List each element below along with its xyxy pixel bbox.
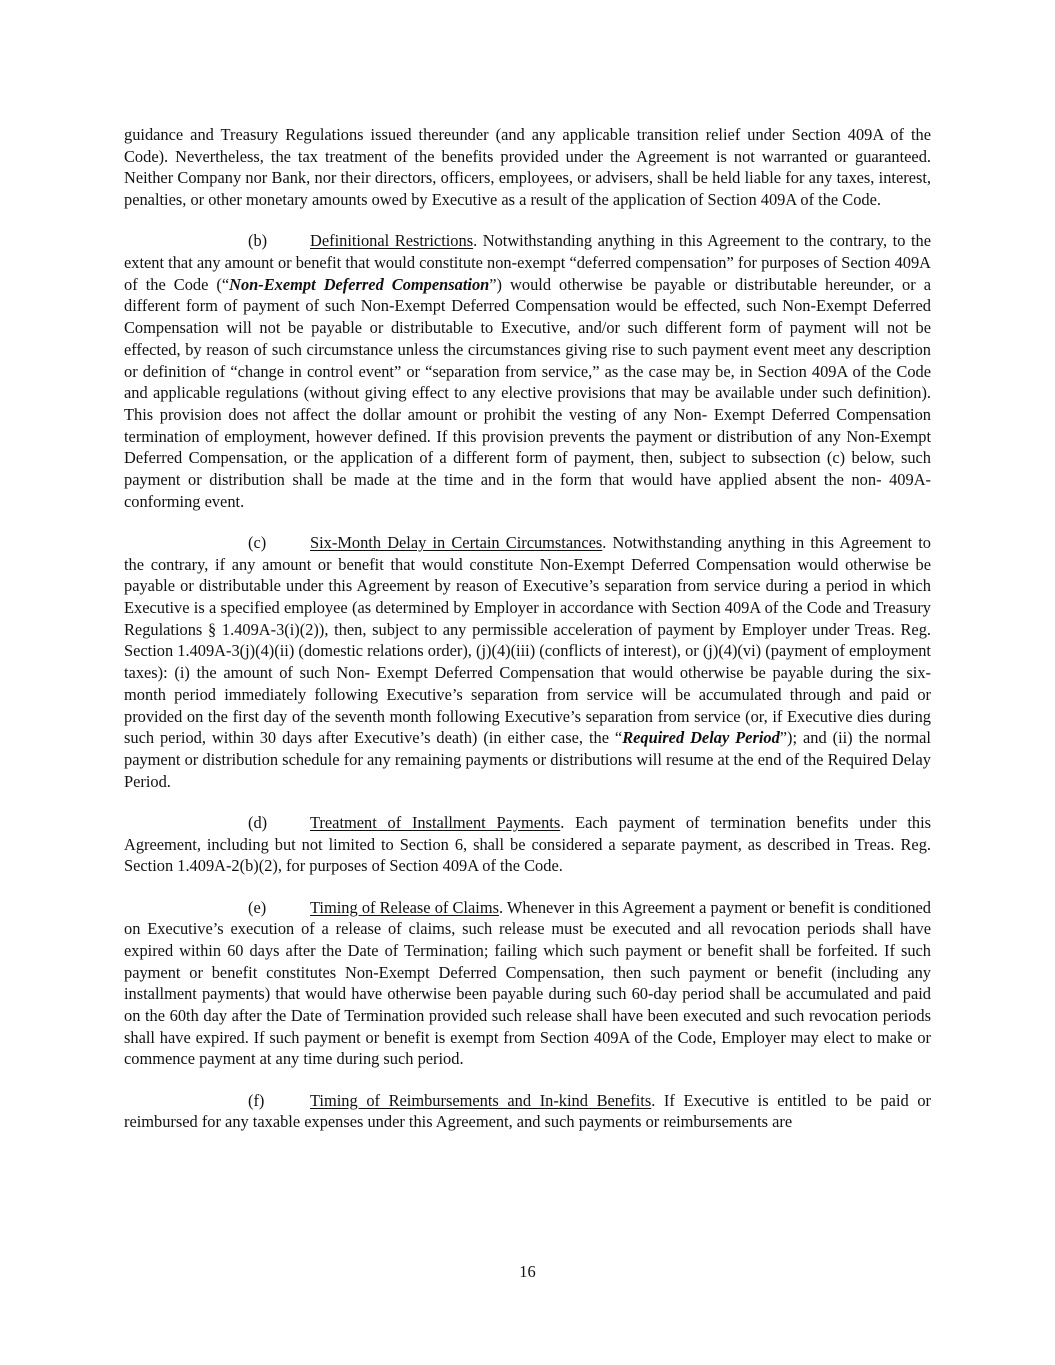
section-heading: Six-Month Delay in Certain Circumstances: [310, 532, 603, 552]
paragraph-text: . If Executive is entitled to be paid or reimbursed for any taxable expenses under this Agreement, and such payments or reimbursements are: [124, 1090, 931, 1132]
paragraph-text: . Whenever in this Agreement a payment or benefit is conditioned on Executive’s execution of a release of claims, such release must be executed and all revocation periods shall have expired within 60 days after the Date of Termination; failing which such payment or benefit shall be forfeited. If such payment or benefit constitutes Non-Exempt Deferred Compensation, then such payment or benefit (including any installment payments) that would have otherwise been payable during such 60-day period shall be accumulated and paid on the 60th day after the Date of Termination provided such release shall have been executed and such revocation periods shall have expired. If such payment or benefit is exempt from Section 409A of the Code, Employer may elect to make or commence payment at any time during such period.: [124, 897, 931, 1069]
paragraph-b-definitional-restrictions: [124, 230, 931, 512]
paragraph-e-release-of-claims: [124, 897, 931, 1071]
paragraph-text: guidance and Treasury Regulations issued thereunder (and any applicable transition relief under Section 409A of the Code). Nevertheless, the tax treatment of the benefits provided under the Agreement is not warranted or guaranteed. Neither Company nor Bank, nor their directors, officers, employees, or advisers, shall be held liable for any taxes, interest, penalties, or other monetary amounts owed by Executive as a result of the application of Section 409A of the Code.: [124, 125, 931, 210]
paragraph-d-installment-payments: [124, 812, 931, 877]
paragraph-text: . Notwithstanding anything in this Agreement to the contrary, to the extent that any amount or benefit that would constitute non-exempt “deferred compensation” for purposes of Section 409A of the Code (“: [124, 231, 931, 294]
paragraph-text: ”); and (ii) the normal payment or distribution schedule for any remaining payments or distributions will resume at the end of the Required Delay Period.: [124, 728, 931, 791]
paragraph-text: . Each payment of termination benefits under this Agreement, including but not limited to Section 6, shall be considered a separate payment, as described in Treas. Reg. Section 1.409A-2(b)(2), for purposes of Section 409A of the Code.: [124, 812, 931, 876]
defined-term: Non-Exempt Deferred Compensation: [229, 274, 490, 294]
section-heading: Definitional Restrictions: [310, 231, 474, 251]
paragraph-text: . Notwithstanding anything in this Agreement to the contrary, if any amount or benefit that would constitute Non-Exempt Deferred Compensation would otherwise be payable or distributable under this Agreement by reason of Executive’s separation from service during a period in which Executive is a specified employee (as determined by Employer in accordance with Section 409A of the Code and Treasury Regulations § 1.409A-3(i)(2)), then, subject to any permissible acceleration of payment by Employer under Treas. Reg. Section 1.409A-3(j)(4)(ii) (domestic relations order), (j)(4)(iii) (conflicts of interest), or (j)(4)(vi) (payment of employment taxes): (i) the amount of such Non- Exempt Deferred Compensation that would otherwise be payable during the six- month period immediately following Executive’s separation from service will be accumulated through and paid or provided on the first day of the seventh month following Executive’s separation from service (or, if Executive dies during such period, within 30 days after Executive’s death) (in either case, the “: [124, 532, 931, 748]
paragraph-continuation: [124, 124, 931, 211]
paragraph-label: (d): [248, 812, 268, 832]
section-heading: Timing of Release of Claims: [310, 897, 499, 917]
paragraph-label: (f): [248, 1090, 265, 1110]
document-body: [124, 124, 931, 1153]
paragraph-label: (e): [248, 897, 267, 917]
paragraph-label: (b): [248, 231, 268, 251]
paragraph-text: ”) would otherwise be payable or distributable hereunder, or a different form of payment of such Non-Exempt Deferred Compensation would be effected, such Non-Exempt Deferred Compensation will not be payable or distributable to Executive, and/or such different form of payment will not be effected, by reason of such circumstance unless the circumstances giving rise to such payment event meet any description or definition of “change in control event” or “separation from service,” as the case may be, in Section 409A of the Code and applicable regulations (without giving effect to any elective provisions that may be available under such definition). This provision does not affect the dollar amount or prohibit the vesting of any Non- Exempt Deferred Compensation termination of employment, however defined. If this provision prevents the payment or distribution of any Non-Exempt Deferred Compensation, or the application of a different form of payment, then, subject to subsection (c) below, such payment or distribution shall be made at the time and in the form that would have applied absent the non- 409A-conforming event.: [124, 274, 931, 511]
page-number: 16: [519, 1262, 536, 1281]
defined-term: Required Delay Period: [622, 728, 780, 748]
section-heading: Treatment of Installment Payments: [310, 812, 561, 832]
paragraph-c-six-month-delay: [124, 532, 931, 792]
paragraph-f-reimbursements: [124, 1090, 931, 1133]
section-heading: Timing of Reimbursements and In-kind Benefits: [310, 1090, 652, 1110]
paragraph-label: (c): [248, 532, 267, 552]
